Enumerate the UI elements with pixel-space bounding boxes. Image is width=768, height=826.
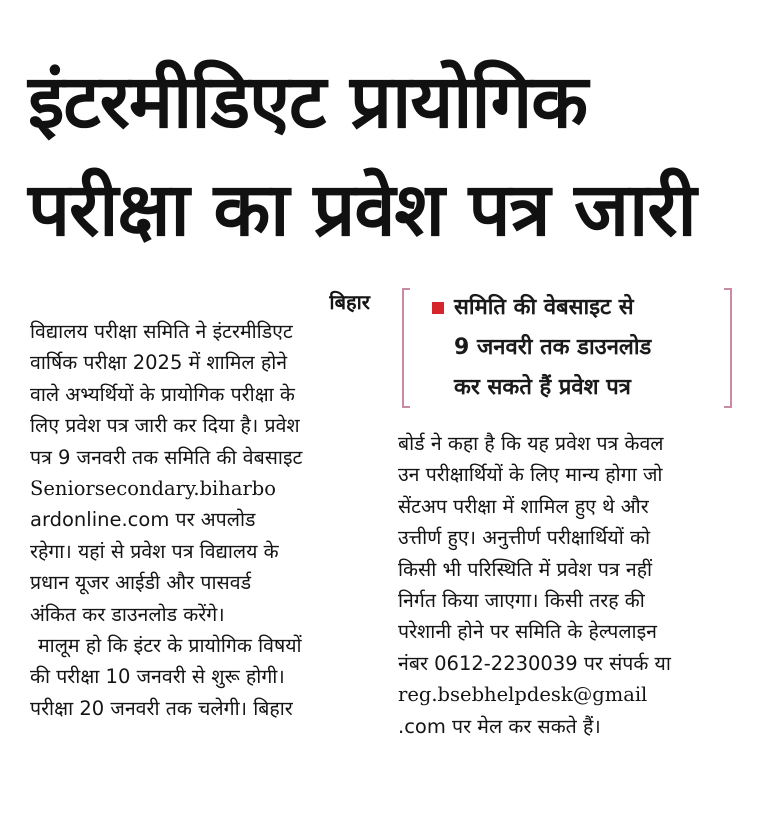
left-line: की परीक्षा 10 जनवरी से शुरू होगी। [30, 665, 285, 689]
left-line-url: Seniorsecondary.biharbo [30, 477, 277, 501]
left-column [30, 288, 370, 724]
right-line: किसी भी परिस्थिति में प्रवेश पत्र नहीं [398, 557, 653, 581]
headline [28, 48, 748, 264]
callout-line: कर सकते हैं प्रवेश पत्र [454, 375, 631, 400]
left-column-text [30, 316, 370, 724]
right-column [398, 288, 743, 742]
right-line: परेशानी होने पर समिति के हेल्पलाइन [398, 620, 658, 644]
dateline: बिहार [329, 290, 370, 314]
left-line: परीक्षा 20 जनवरी तक चलेगी। बिहार [30, 696, 293, 720]
right-line: निर्गत किया जाएगा। किसी तरह की [398, 589, 645, 613]
headline-line-2: परीक्षा का प्रवेश पत्र जारी [28, 167, 696, 253]
left-line: वाले अभ्यर्थियों के प्रायोगिक परीक्षा के [30, 382, 295, 406]
callout-bracket-left [402, 288, 410, 408]
right-line-email: reg.bsebhelpdesk@gmail [398, 683, 648, 707]
right-line: बोर्ड ने कहा है कि यह प्रवेश पत्र केवल [398, 432, 664, 455]
left-line: पत्र 9 जनवरी तक समिति की वेबसाइट [30, 445, 303, 469]
headline-line-1: इंटरमीडिएट प्रायोगिक [28, 59, 588, 145]
left-line: रहेगा। यहां से प्रवेश पत्र विद्यालय के [30, 539, 279, 563]
callout-text [454, 288, 726, 408]
callout-line: 9 जनवरी तक डाउनलोड [454, 335, 652, 360]
right-line-email-cont: .com पर मेल कर सकते हैं। [398, 714, 601, 738]
left-line: मालूम हो कि इंटर के प्रायोगिक विषयों [38, 634, 302, 658]
left-line: अंकित कर डाउनलोड करेंगे। [30, 602, 225, 626]
right-column-text [398, 428, 743, 742]
callout-line: समिति की वेबसाइट से [454, 295, 634, 320]
highlight-callout [402, 288, 732, 422]
bullet-square-icon [432, 302, 444, 314]
right-line-helpline: नंबर 0612-2230039 पर संपर्क या [398, 651, 671, 675]
left-line-url-cont: ardonline.com पर अपलोड [30, 508, 256, 532]
right-line: उत्तीर्ण हुए। अनुत्तीर्ण परीक्षार्थियों को [398, 526, 651, 550]
right-line: सेंटअप परीक्षा में शामिल हुए थे और [398, 494, 649, 518]
left-line: वार्षिक परीक्षा 2025 में शामिल होने [30, 351, 288, 375]
left-line: प्रधान यूजर आईडी और पासवर्ड [30, 571, 252, 595]
right-line: उन परीक्षार्थियों के लिए मान्य होगा जो [398, 463, 663, 487]
left-line: लिए प्रवेश पत्र जारी कर दिया है। प्रवेश [30, 414, 300, 438]
left-line: विद्यालय परीक्षा समिति ने इंटरमीडिएट [30, 320, 293, 343]
